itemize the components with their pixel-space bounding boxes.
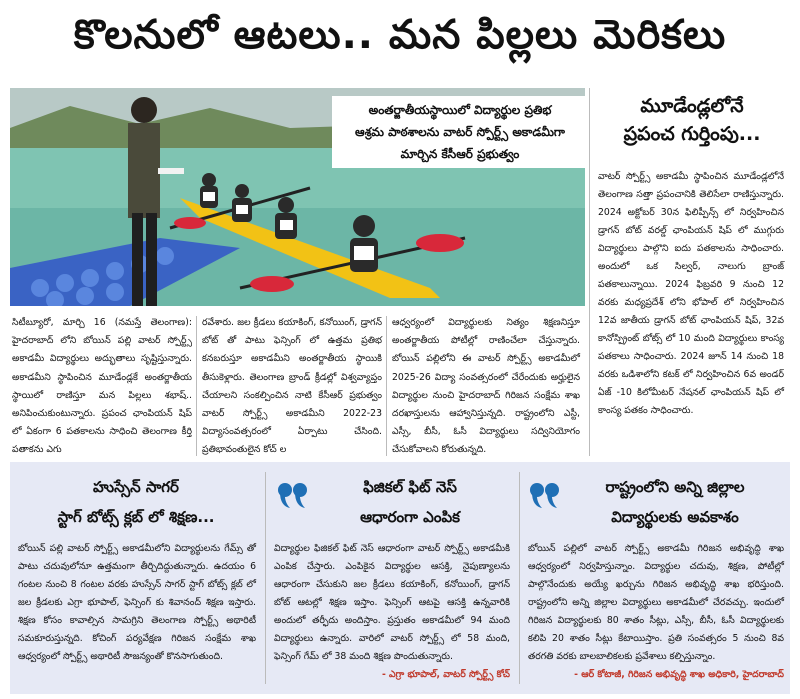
box-heading xyxy=(566,472,784,532)
box-opportunity xyxy=(522,462,790,694)
box-heading-line: ఫిజికల్ ఫిట్ నెస్ xyxy=(363,478,457,496)
sidebar-heading-line: మూడేండ్లలోనే xyxy=(640,95,744,117)
article-column-3: ఆధ్వర్యంలో విద్యార్థులకు నిత్యం శిక్షణనిస్తూ అంతర్జాతీయ పోటీల్లో రాణించేలా చేస్తున్నారు. బోయిన్ పల్లిలోని ఈ వాటర్ స్పోర్ట్స్ అకాడమీలో 2025-26 విద్యా సంవత్సరంలో చేరేందుకు అర్హులైన విద్యార్థుల నుంచి హైదరాబాద్ గిరిజన సంక్షేమ శాఖ దరఖాస్తులను ఆహ్వానిస్తున్నది. రాష్ట్రంలోని ఎస్టీ, ఎస్సీ, బీసీ, ఓసీ విద్యార్థులు సద్వినియోగం చేసుకోవాలని కోరుతున్నది. xyxy=(392,317,580,456)
box-body xyxy=(274,540,510,684)
sidebar-heading xyxy=(594,92,790,148)
article-column-1: సిటీబ్యూరో, మార్చి 16 (నమస్తే తెలంగాణ): హైదరాబాద్ లోని బోయిన్ పల్లి వాటర్ స్పోర్ట్స్ అకాడమీ విద్యార్థులు అద్భుతాలు సృష్టిస్తున్నారు. అకాడమీని స్థాపించిన మూడేండ్లకే అంతర్జాతీయ స్థాయిలో రాణిస్తూ మన పిల్లలు శభాష్.. అనిపించుకుంటున్నారు. ప్రపంచ ఛాంపియన్ షిప్ లో ఏకంగా 6 పతకాలను సాధించి తెలంగాణ కీర్తి పతాకను ఎగు xyxy=(12,317,192,456)
article-column-2: రవేశారు. జల క్రీడలు కయాకింగ్, కనోయింగ్, డ్రాగన్ బోట్ తో పాటు ఫెన్సింగ్ లో ఉత్తమ ప్రతిభ కనబరుస్తూ అకాడమీని అంతర్జాతీయ స్థాయికి తీసుకెళ్లారు. తెలంగాణ బ్రాండ్ క్రీడల్లో విశ్వవ్యాప్తం చేయాలని సంకల్పించిన నాటి కేసీఆర్ ప్రభుత్వం వాటర్ స్పోర్ట్స్ అకాడమీని 2022-23 విద్యాసంవత్సరంలో ఏర్పాటు చేసింది. ప్రతిభావంతులైన కోచ్ ల xyxy=(202,317,382,456)
sidebar-body: వాటర్ స్పోర్ట్స్ అకాడమీ స్థాపించిన మూడేండ్లలోనే తెలంగాణ సత్తా ప్రపంచానికి తెలిసేలా రాణిస్తున్నారు. 2024 అక్టోబర్ 30న ఫిలిప్పీన్స్ లో నిర్వహించిన డ్రాగన్ బోట్ వరల్డ్ ఛాంపియన్ షిప్ లో ముగ్గురు విద్యార్థులు పాల్గొని ఐదు పతకాలను సాధించారు. అందులో ఒక సిల్వర్, నాలుగు బ్రాంజ్ పతకాలున్నాయి. 2024 ఫిబ్రవరి 9 నుంచి 12 వరకు మధ్యప్రదేశ్ లోని భోపాల్ లో నిర్వహించిన 12వ జాతీయ డ్రాగన్ బోట్ ఛాంపియన్ షిప్, 32వ కానోస్ప్రింట్ బోట్స్ లో 10 మంది విద్యార్థులు కాంస్య పతకాలు సాధించారు. 2024 జూన్ 14 నుంచి 18 వరకు ఒడిశాలోని కటక్ లో నిర్వహించిన 6వ అండర్ ఏజ్ -10 కిలోమీటర్ నేషనల్ ఛాంపియన్ షిప్ లో కాంస్య పతకం సాధించారు. xyxy=(598,171,784,416)
caption-line: ఆశ్రమ పాఠశాలను వాటర్ స్పోర్ట్స్ అకాడమీగా xyxy=(355,125,565,139)
box-body xyxy=(528,540,784,684)
caption-line: మార్చిన కేసీఆర్ ప్రభుత్వం xyxy=(400,147,520,161)
photo-caption xyxy=(332,96,588,168)
column-divider xyxy=(589,88,590,456)
box-heading-line: హుస్సేన్ సాగర్ xyxy=(93,478,179,496)
bottom-panel xyxy=(10,462,790,694)
quote-icon xyxy=(528,478,562,512)
box-training xyxy=(10,462,262,694)
quote-credit: - ఎగ్రా భూపాల్, వాటర్ స్పోర్ట్స్ కోచ్ xyxy=(381,669,510,680)
column-divider xyxy=(265,472,266,684)
sidebar-heading-line: ప్రపంచ గుర్తింపు... xyxy=(623,123,761,145)
box-body: బోయిన్ పల్లి వాటర్ స్పోర్ట్స్ అకాడమీలోని విద్యార్థులను గేమ్స్ తో పాటు చదువులోనూ ఉత్తమంగా తీర్చిదిద్దుతున్నారు. ఉదయం 6 గంటల నుంచి 8 గంటల వరకు హుస్సేన్ సాగర్ స్టాగ్ బోట్స్ క్లబ్ లో జల క్రీడలకు ఎగ్రా భూపాల్, ఫెన్సింగ్ కు శివానంద్ శిక్షణ ఇస్తారు. శిక్షణ కోసం కావాల్సిన సామగ్రిని తెలంగాణ స్పోర్ట్స్ అథారిటీ సమకూరుస్తున్నది. కోచింగ్ పర్యవేక్షణ గిరిజన సంక్షేమ శాఖ ఆధ్వర్యంలో స్పోర్ట్స్ అథారిటీ సౌజన్యంతో కొనసాగుతుంది. xyxy=(18,543,256,662)
box-body-text: బోయిన్ పల్లిలో వాటర్ స్పోర్ట్స్ అకాడమీ గిరిజన అభివృద్ధి శాఖ ఆధ్వర్యంలో నిర్వహిస్తున్నాం. విద్యార్థుల చదువు, శిక్షణ, పోటీల్లో పాల్గొనేందుకు అయ్యే ఖర్చును గిరిజన అభివృద్ధి శాఖ భరిస్తుంది. రాష్ట్రంలోని అన్ని జిల్లాల విద్యార్థులు అకాడమీలో చేరవచ్చు. ఇందులో గిరిజన విద్యార్థులకు 80 శాతం సీట్లు, ఎస్సీ, బీసీ, ఓసీ విద్యార్థులకు కలిపి 20 శాతం సీట్లు కేటాయిస్తాం. ప్రతి సంవత్సరం 5 నుంచి 8వ తరగతి వరకు బాలబాలికలకు ప్రవేశాలు కల్పిస్తున్నాం. xyxy=(528,543,784,662)
box-heading xyxy=(312,472,508,532)
quote-icon xyxy=(276,478,310,512)
caption-line: అంతర్జాతీయస్థాయిలో విద్యార్థుల ప్రతిభ xyxy=(368,103,552,117)
box-heading-line: రాష్ట్రంలోని అన్ని జిల్లాల xyxy=(605,478,745,496)
column-divider xyxy=(386,316,387,456)
box-heading xyxy=(18,472,254,532)
box-selection xyxy=(268,462,516,694)
quote-credit: - ఆర్ కోటాజీ, గిరిజన అభివృద్ధి శాఖ అధికారి, హైదరాబాద్ xyxy=(574,669,784,680)
column-divider xyxy=(196,316,197,456)
box-heading-line: ఆధారంగా ఎంపిక xyxy=(360,508,460,526)
box-body-text: విద్యార్థుల ఫిజికల్ ఫిట్ నెస్ ఆధారంగా వాటర్ స్పోర్ట్స్ అకాడమీకి ఎంపిక చేస్తారు. ఎంపికైన విద్యార్థుల ఆసక్తి, నైపుణ్యాలను ఆధారంగా చేసుకుని జల క్రీడలు కయాకింగ్, కనోయింగ్, డ్రాగన్ బోట్ ఆటల్లో శిక్షణ ఇస్తాం. ఫెన్సింగ్ ఆటపై ఆసక్తి ఉన్నవారికి అందులో తర్ఫీదు అందిస్తాం. ప్రస్తుతం అకాడమీలో 94 మంది విద్యార్థులు ఉన్నారు. వారిలో వాటర్ స్పోర్ట్స్ లో 58 మంది, ఫెన్సింగ్ గేమ్ లో 38 మంది శిక్షణ పొందుతున్నారు. xyxy=(274,543,510,662)
column-divider xyxy=(519,472,520,684)
box-heading-line: విద్యార్థులకు అవకాశం xyxy=(611,508,739,526)
box-heading-line: స్టాగ్ బోట్స్ క్లబ్ లో శిక్షణ... xyxy=(57,508,215,526)
headline: కొలనులో ఆటలు.. మన పిల్లలు మెరికలు xyxy=(73,12,727,58)
